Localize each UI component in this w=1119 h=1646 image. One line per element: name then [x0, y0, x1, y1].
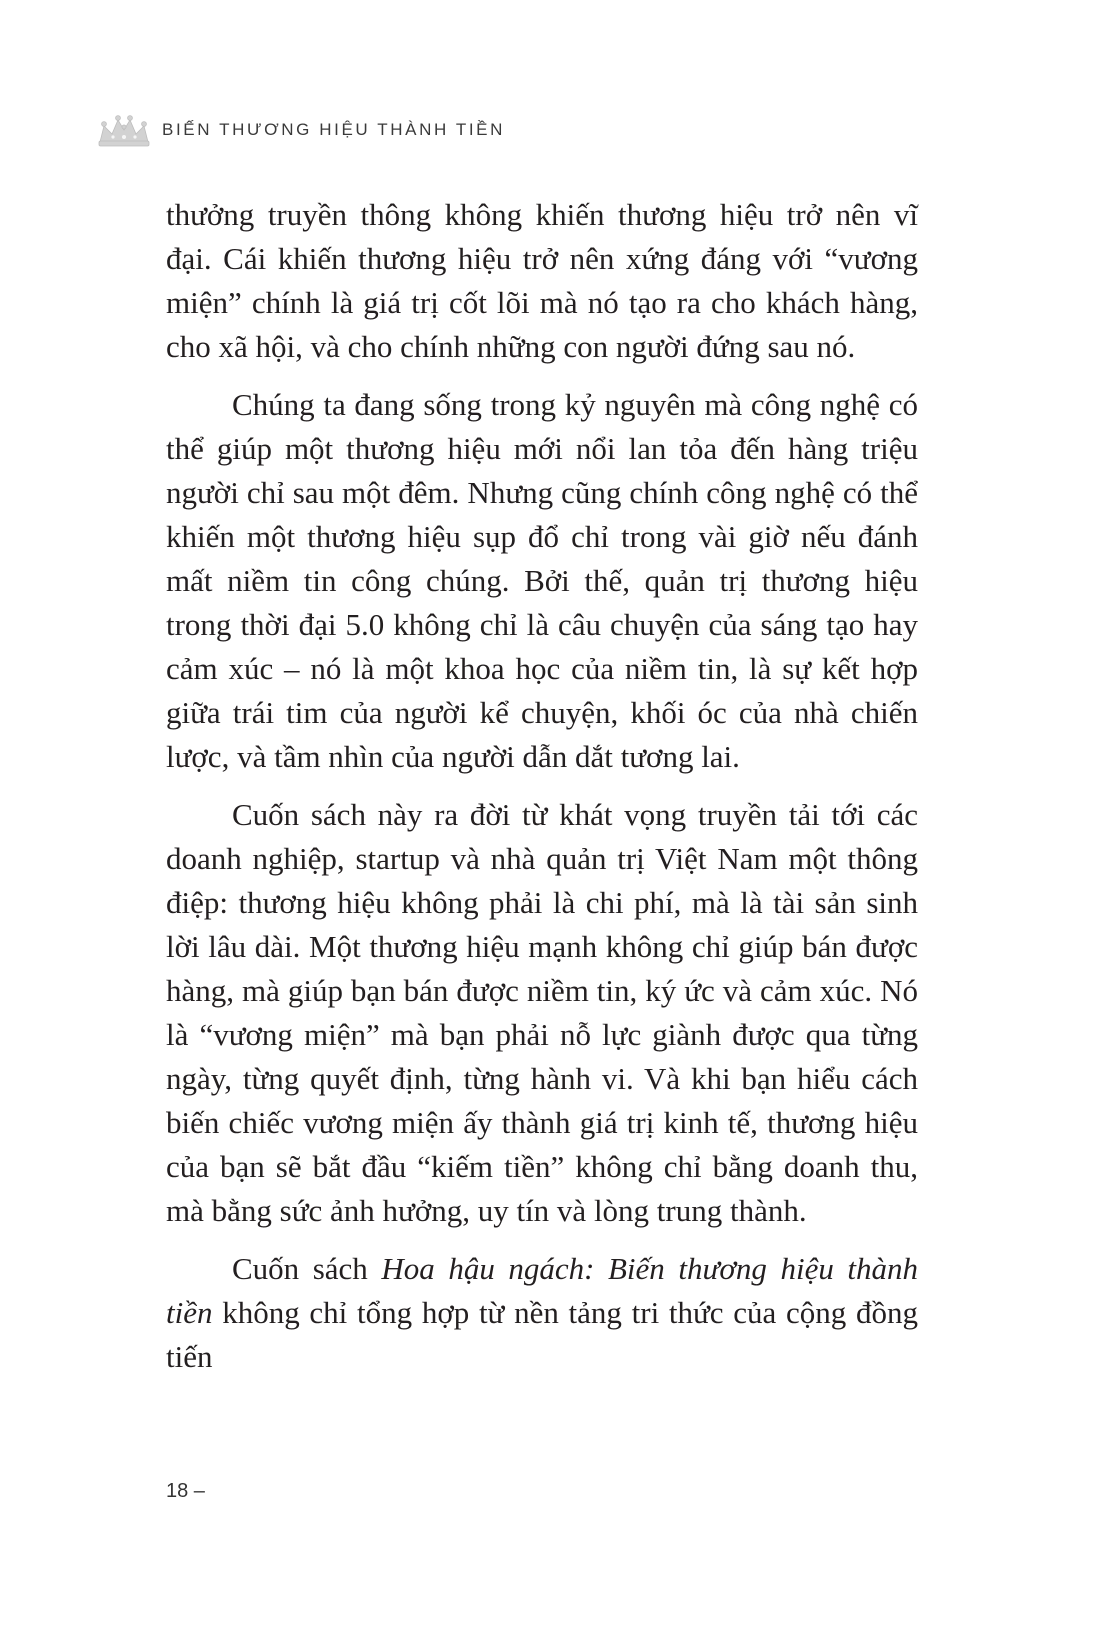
paragraph-4-lead: Cuốn sách — [232, 1251, 382, 1286]
paragraph-4 — [166, 1247, 918, 1379]
crown-icon — [96, 112, 152, 148]
paragraph-1: thưởng truyền thông không khiến thương hiệu trở nên vĩ đại. Cái khiến thương hiệu trở nên xứng đáng với “vương miện” chính là giá trị cốt lõi mà nó tạo ra cho khách hàng, cho xã hội, và cho chính những con người đứng sau nó. — [166, 197, 918, 364]
running-title: BIẾN THƯƠNG HIỆU THÀNH TIỀN — [162, 120, 505, 139]
paragraph-2: Chúng ta đang sống trong kỷ nguyên mà công nghệ có thể giúp một thương hiệu mới nổi lan tỏa đến hàng triệu người chỉ sau một đêm. Nhưng cũng chính công nghệ có thể khiến một thương hiệu sụp đổ chỉ trong vài giờ nếu đánh mất niềm tin công chúng. Bởi thế, quản trị thương hiệu trong thời đại 5.0 không chỉ là câu chuyện của sáng tạo hay cảm xúc – nó là một khoa học của niềm tin, là sự kết hợp giữa trái tim của người kể chuyện, khối óc của nhà chiến lược, và tầm nhìn của người dẫn dắt tương lai. — [166, 387, 918, 774]
page-number: 18 – — [166, 1480, 205, 1502]
paragraph-4-rest: không chỉ tổng hợp từ nền tảng tri thức của cộng đồng tiến — [166, 1295, 918, 1374]
paragraph-3: Cuốn sách này ra đời từ khát vọng truyền tải tới các doanh nghiệp, startup và nhà quản trị Việt Nam một thông điệp: thương hiệu không phải là chi phí, mà là tài sản sinh lời lâu dài. Một thương hiệu mạnh không chỉ giúp bán được hàng, mà giúp bạn bán được niềm tin, ký ức và cảm xúc. Nó là “vương miện” mà bạn phải nỗ lực giành được qua từng ngày, từng quyết định, từng hành vi. Và khi bạn hiểu cách biến chiếc vương miện ấy thành giá trị kinh tế, thương hiệu của bạn sẽ bắt đầu “kiếm tiền” không chỉ bằng doanh thu, mà bằng sức ảnh hưởng, uy tín và lòng trung thành. — [166, 797, 918, 1228]
book-title: Hoa hậu ngách: Biến thương hiệu thành tiền — [166, 1251, 919, 1330]
running-head — [96, 110, 505, 150]
body-text — [166, 193, 918, 1393]
